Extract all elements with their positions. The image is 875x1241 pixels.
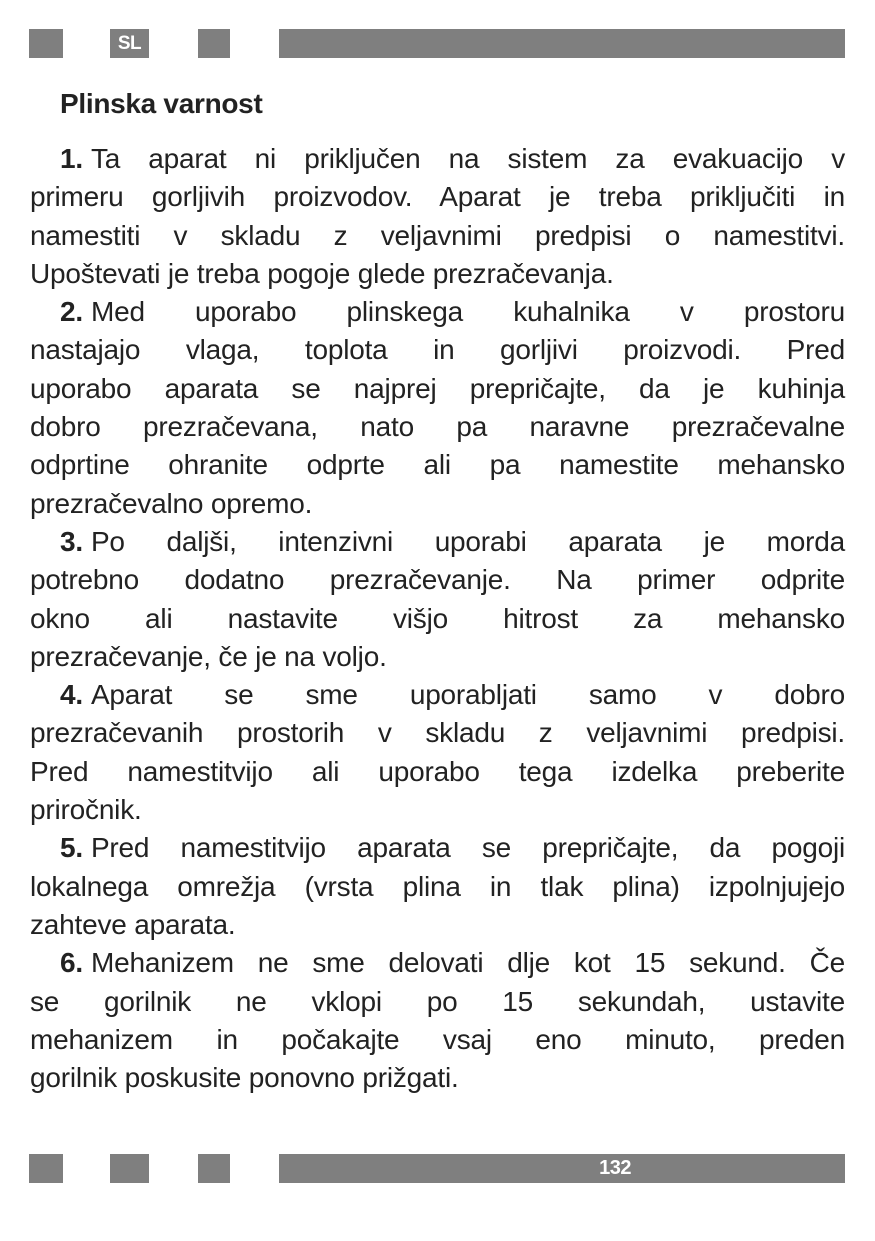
paragraph-text: gorilnik poskusite ponovno prižgati.	[30, 1062, 459, 1094]
paragraph-text: lokalnega omrežja (vrsta plina in tlak plina) izpolnjujejo	[30, 870, 845, 902]
footer-block-2	[110, 1154, 149, 1183]
numbered-paragraph	[30, 944, 845, 1097]
language-badge: SL	[110, 29, 149, 58]
paragraph-number: 5.	[60, 832, 83, 864]
paragraph-line	[30, 140, 845, 178]
numbered-paragraph	[30, 140, 845, 293]
paragraph-line	[30, 983, 845, 1021]
paragraph-text: prezračevanih prostorih v skladu z veljavnimi predpisi.	[30, 717, 845, 749]
paragraph-line	[30, 485, 845, 523]
paragraph-line	[30, 638, 845, 676]
paragraph-number: 6.	[60, 947, 83, 979]
header-block-3	[198, 29, 230, 58]
paragraph-text: prezračevalno opremo.	[30, 487, 313, 519]
header-block-1	[29, 29, 63, 58]
paragraph-line	[30, 446, 845, 484]
paragraph-text: odprtine ohranite odprte ali pa namestite mehansko	[30, 449, 845, 481]
paragraph-line	[30, 676, 845, 714]
paragraph-text: uporabo aparata se najprej prepričajte, da je kuhinja	[30, 372, 845, 404]
paragraph-text: primeru gorljivih proizvodov. Aparat je treba priključiti in	[30, 181, 845, 213]
page-number: 132	[599, 1157, 631, 1179]
paragraph-line	[30, 217, 845, 255]
paragraph-line	[30, 370, 845, 408]
paragraph-line	[30, 255, 845, 293]
paragraph-text: Ta aparat ni priključen na sistem za evakuacijo v	[90, 143, 845, 174]
header-bar	[279, 29, 845, 58]
paragraph-text: namestiti v skladu z veljavnimi predpisi o namestitvi.	[30, 219, 845, 251]
paragraph-number: 2.	[60, 296, 83, 328]
paragraph-text: Pred namestitvijo ali uporabo tega izdelka preberite	[30, 755, 845, 787]
paragraph-line	[30, 523, 845, 561]
paragraph-text: okno ali nastavite višjo hitrost za mehansko	[30, 602, 845, 634]
paragraph-line	[30, 178, 845, 216]
numbered-paragraph	[30, 523, 845, 676]
section-title: Plinska varnost	[60, 88, 263, 119]
paragraph-line	[30, 868, 845, 906]
paragraph-line	[30, 753, 845, 791]
paragraph-line	[30, 829, 845, 867]
paragraph-line	[30, 1059, 845, 1097]
paragraph-text: Upoštevati je treba pogoje glede prezračevanja.	[30, 257, 614, 289]
numbered-paragraph	[30, 293, 845, 523]
paragraph-text: Med uporabo plinskega kuhalnika v prostoru	[90, 296, 845, 328]
numbered-paragraph	[30, 829, 845, 944]
paragraph-number: 3.	[60, 525, 83, 557]
paragraph-text: dobro prezračevana, nato pa naravne prezračevalne	[30, 411, 845, 443]
paragraph-text: zahteve aparata.	[30, 908, 236, 940]
paragraph-line	[30, 791, 845, 829]
safety-instructions	[30, 140, 845, 1097]
paragraph-line	[30, 906, 845, 944]
footer-block-1	[29, 1154, 63, 1183]
paragraph-number: 4.	[60, 679, 83, 711]
paragraph-line	[30, 714, 845, 752]
paragraph-line	[30, 331, 845, 369]
paragraph-line	[30, 600, 845, 638]
paragraph-text: prezračevanje, če je na voljo.	[30, 640, 387, 672]
paragraph-line	[30, 944, 845, 982]
paragraph-line	[30, 408, 845, 446]
numbered-paragraph	[30, 676, 845, 829]
paragraph-text: nastajajo vlaga, toplota in gorljivi proizvodi. Pred	[30, 334, 845, 366]
paragraph-text: potrebno dodatno prezračevanje. Na primer odprite	[30, 564, 845, 596]
paragraph-text: Po daljši, intenzivni uporabi aparata je morda	[90, 525, 845, 557]
paragraph-text: priročnik.	[30, 794, 142, 826]
paragraph-line	[30, 561, 845, 599]
paragraph-text: se gorilnik ne vklopi po 15 sekundah, ustavite	[30, 985, 845, 1017]
paragraph-number: 1.	[60, 143, 83, 174]
footer-block-3	[198, 1154, 230, 1183]
footer-bar	[279, 1154, 845, 1183]
paragraph-text: Aparat se sme uporabljati samo v dobro	[90, 679, 845, 711]
paragraph-line	[30, 1021, 845, 1059]
paragraph-text: Pred namestitvijo aparata se prepričajte, da pogoji	[90, 832, 845, 864]
paragraph-text: Mehanizem ne sme delovati dlje kot 15 sekund. Če	[90, 947, 845, 979]
paragraph-text: mehanizem in počakajte vsaj eno minuto, preden	[30, 1023, 845, 1055]
paragraph-line	[30, 293, 845, 331]
